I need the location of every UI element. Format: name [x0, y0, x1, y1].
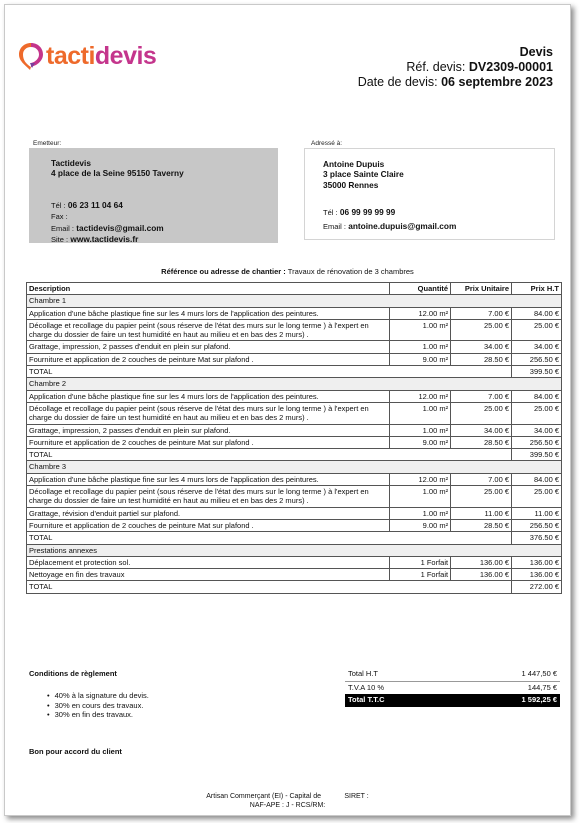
emitter-tel-label: Tél : [51, 201, 66, 210]
total-ht-row [345, 668, 560, 681]
quote-title: Devis [519, 45, 553, 59]
item-total: 84.00 € [512, 307, 562, 319]
item-description: Nettoyage en fin des travaux [27, 569, 390, 581]
brand-name [46, 41, 157, 70]
item-total: 84.00 € [512, 390, 562, 402]
section-total-label: TOTAL [27, 581, 512, 593]
total-ttc-value: 1 592,25 € [454, 694, 560, 707]
table-row [27, 307, 562, 319]
item-description: Décollage et recollage du papier peint (sous réserve de l'état des murs sur le long terme ) à l'expert en charge du dossier de faire un test humidité en haut au milieu et en bas des 2 murs) . [27, 402, 390, 424]
section-total-label: TOTAL [27, 366, 512, 378]
item-description: Grattage, impression, 2 passes d'enduit en plein sur plafond. [27, 424, 390, 436]
table-row [27, 436, 562, 448]
site-reference-label: Référence ou adresse de chantier : [161, 267, 286, 276]
emitter-box [29, 148, 278, 243]
emitter-tel-value: 06 23 11 04 64 [67, 200, 123, 210]
table-row [27, 473, 562, 485]
brand-name-part1: tacti [46, 41, 95, 70]
footer-line1: Artisan Commerçant (EI) - Capital de SIRET : [206, 793, 369, 800]
totals-table [345, 668, 560, 707]
item-quantity: 1.00 m² [390, 341, 451, 353]
total-ttc-row [345, 694, 560, 707]
item-unit-price: 28.50 € [451, 519, 512, 531]
footer [5, 793, 570, 810]
item-quantity: 1.00 m² [390, 424, 451, 436]
quote-date [358, 75, 553, 90]
item-description: Application d'une bâche plastique fine sur les 4 murs lors de l'application des peintures. [27, 390, 390, 402]
item-unit-price: 11.00 € [451, 507, 512, 519]
section-title: Chambre 1 [27, 295, 562, 307]
table-header-row [27, 283, 562, 295]
item-quantity: 1.00 m² [390, 486, 451, 508]
table-row [27, 341, 562, 353]
item-quantity: 1 Forfait [390, 569, 451, 581]
section-total-label: TOTAL [27, 532, 512, 544]
item-total: 84.00 € [512, 473, 562, 485]
emitter-site-label: Site : [51, 234, 69, 244]
section-title: Chambre 3 [27, 461, 562, 473]
total-ht-value: 1 447,50 € [454, 668, 560, 681]
emitter-site-value: www.tactidevis.fr [70, 233, 139, 244]
item-total: 34.00 € [512, 341, 562, 353]
item-quantity: 1.00 m² [390, 507, 451, 519]
item-quantity: 1.00 m² [390, 402, 451, 424]
item-unit-price: 136.00 € [451, 556, 512, 568]
table-row [27, 390, 562, 402]
recipient-tel-label: Tél : [323, 208, 338, 217]
section-total-row [27, 366, 562, 378]
recipient-name: Antoine Dupuis [323, 159, 385, 169]
item-unit-price: 25.00 € [451, 402, 512, 424]
item-total: 11.00 € [512, 507, 562, 519]
item-quantity: 12.00 m² [390, 473, 451, 485]
quote-header [358, 45, 553, 90]
section-total-row [27, 449, 562, 461]
emitter-name: Tactidevis [51, 158, 91, 168]
column-header-quantity: Quantité [390, 283, 451, 295]
total-ht-label: Total H.T [345, 668, 454, 681]
item-total: 256.50 € [512, 353, 562, 365]
emitter-email-value: tactidevis@gmail.com [76, 222, 164, 233]
emitter-label: Emetteur: [33, 140, 62, 147]
table-row [27, 569, 562, 581]
item-total: 25.00 € [512, 402, 562, 424]
site-reference-value: Travaux de rénovation de 3 chambres [287, 267, 414, 276]
item-description: Décollage et recollage du papier peint (sous réserve de l'état des murs sur le long terme ) à l'expert en charge du dossier de faire un test humidité en haut au milieu et en bas des 2 murs) . [27, 486, 390, 508]
column-header-description: Description [27, 283, 390, 295]
item-quantity: 1.00 m² [390, 319, 451, 341]
section-total-label: TOTAL [27, 449, 512, 461]
table-row [27, 319, 562, 341]
site-reference [5, 267, 570, 276]
item-description: Grattage, révision d'enduit partiel sur plafond. [27, 507, 390, 519]
section-total-row [27, 532, 562, 544]
item-quantity: 9.00 m² [390, 519, 451, 531]
quote-date-value: 06 septembre 2023 [441, 75, 553, 89]
emitter-site [51, 234, 164, 245]
section-title: Prestations annexes [27, 544, 562, 556]
recipient-email-label: Email : [323, 222, 346, 232]
item-total: 25.00 € [512, 319, 562, 341]
section-header-row [27, 461, 562, 473]
list-item: • 30% en fin des travaux. [47, 710, 149, 720]
item-description: Application d'une bâche plastique fine sur les 4 murs lors de l'application des peintures. [27, 307, 390, 319]
recipient-email-value: antoine.dupuis@gmail.com [348, 221, 457, 232]
recipient-label: Adressé à: [311, 140, 343, 147]
item-total: 25.00 € [512, 486, 562, 508]
item-unit-price: 28.50 € [451, 353, 512, 365]
quote-ref [358, 60, 553, 75]
section-header-row [27, 544, 562, 556]
section-total-value: 376.50 € [512, 532, 562, 544]
item-description: Déplacement et protection sol. [27, 556, 390, 568]
quote-ref-label: Réf. devis: [406, 60, 466, 74]
table-row [27, 519, 562, 531]
section-title: Chambre 2 [27, 378, 562, 390]
item-unit-price: 7.00 € [451, 390, 512, 402]
tva-row [345, 681, 560, 694]
item-unit-price: 136.00 € [451, 569, 512, 581]
section-header-row [27, 378, 562, 390]
item-quantity: 1 Forfait [390, 556, 451, 568]
recipient-address1: 3 place Sainte Claire [323, 169, 404, 180]
item-total: 136.00 € [512, 569, 562, 581]
quote-date-label: Date de devis: [357, 75, 438, 89]
column-header-price-ht: Prix H.T [512, 283, 562, 295]
list-item: • 40% à la signature du devis. [47, 691, 149, 701]
section-total-row [27, 581, 562, 593]
tva-value: 144,75 € [527, 682, 557, 692]
emitter-email-label: Email : [51, 223, 74, 233]
item-total: 136.00 € [512, 556, 562, 568]
quote-ref-value: DV2309-00001 [468, 60, 553, 74]
brand-logo [17, 41, 156, 71]
item-description: Fourniture et application de 2 couches de peinture Mat sur plafond . [27, 519, 390, 531]
item-description: Grattage, impression, 2 passes d'enduit en plein sur plafond. [27, 341, 390, 353]
table-row [27, 486, 562, 508]
payment-conditions-title: Conditions de règlement [29, 669, 117, 678]
table-row [27, 353, 562, 365]
item-unit-price: 25.00 € [451, 319, 512, 341]
emitter-fax-label: Fax : [51, 212, 68, 222]
section-header-row [27, 295, 562, 307]
recipient-tel [323, 207, 456, 218]
payment-conditions-list [47, 691, 149, 720]
item-description: Fourniture et application de 2 couches de peinture Mat sur plafond . [27, 436, 390, 448]
item-unit-price: 34.00 € [451, 424, 512, 436]
item-unit-price: 25.00 € [451, 486, 512, 508]
item-quantity: 12.00 m² [390, 390, 451, 402]
tva-label: T.V.A 10 % [348, 682, 384, 692]
item-description: Fourniture et application de 2 couches de peinture Mat sur plafond . [27, 353, 390, 365]
brand-name-part2: devis [94, 41, 157, 70]
list-item: • 30% en cours des travaux. [47, 701, 149, 711]
item-total: 34.00 € [512, 424, 562, 436]
item-total: 256.50 € [512, 436, 562, 448]
item-quantity: 9.00 m² [390, 436, 451, 448]
table-row [27, 556, 562, 568]
client-agreement: Bon pour accord du client [29, 747, 122, 756]
item-total: 256.50 € [512, 519, 562, 531]
recipient-address2: 35000 Rennes [323, 179, 379, 190]
items-body [27, 295, 562, 593]
recipient-email [323, 221, 456, 232]
table-row [27, 424, 562, 436]
item-quantity: 9.00 m² [390, 353, 451, 365]
emitter-email [51, 223, 164, 234]
emitter-tel [51, 200, 164, 211]
item-description: Décollage et recollage du papier peint (sous réserve de l'état des murs sur le long terme ) à l'expert en charge du dossier de faire un test humidité en haut au milieu et en bas des 2 murs) . [27, 319, 390, 341]
table-row [27, 402, 562, 424]
item-quantity: 12.00 m² [390, 307, 451, 319]
emitter-fax [51, 211, 164, 222]
table-row [27, 507, 562, 519]
column-header-unit-price: Prix Unitaire [451, 283, 512, 295]
section-total-value: 272.00 € [512, 581, 562, 593]
total-ttc-label: Total T.T.C [345, 694, 454, 707]
item-unit-price: 7.00 € [451, 307, 512, 319]
recipient-tel-value: 06 99 99 99 99 [339, 207, 396, 217]
items-table [26, 282, 562, 594]
item-description: Application d'une bâche plastique fine sur les 4 murs lors de l'application des peintures. [27, 473, 390, 485]
item-unit-price: 7.00 € [451, 473, 512, 485]
footer-line2: NAF-APE : J - RCS/RM: [249, 801, 326, 809]
emitter-address: 4 place de la Seine 95150 Taverny [51, 168, 184, 179]
item-unit-price: 34.00 € [451, 341, 512, 353]
location-pin-icon [17, 41, 45, 71]
recipient-box [304, 148, 555, 240]
item-unit-price: 28.50 € [451, 436, 512, 448]
section-total-value: 399.50 € [512, 449, 562, 461]
quote-page [4, 4, 571, 816]
section-total-value: 399.50 € [512, 366, 562, 378]
